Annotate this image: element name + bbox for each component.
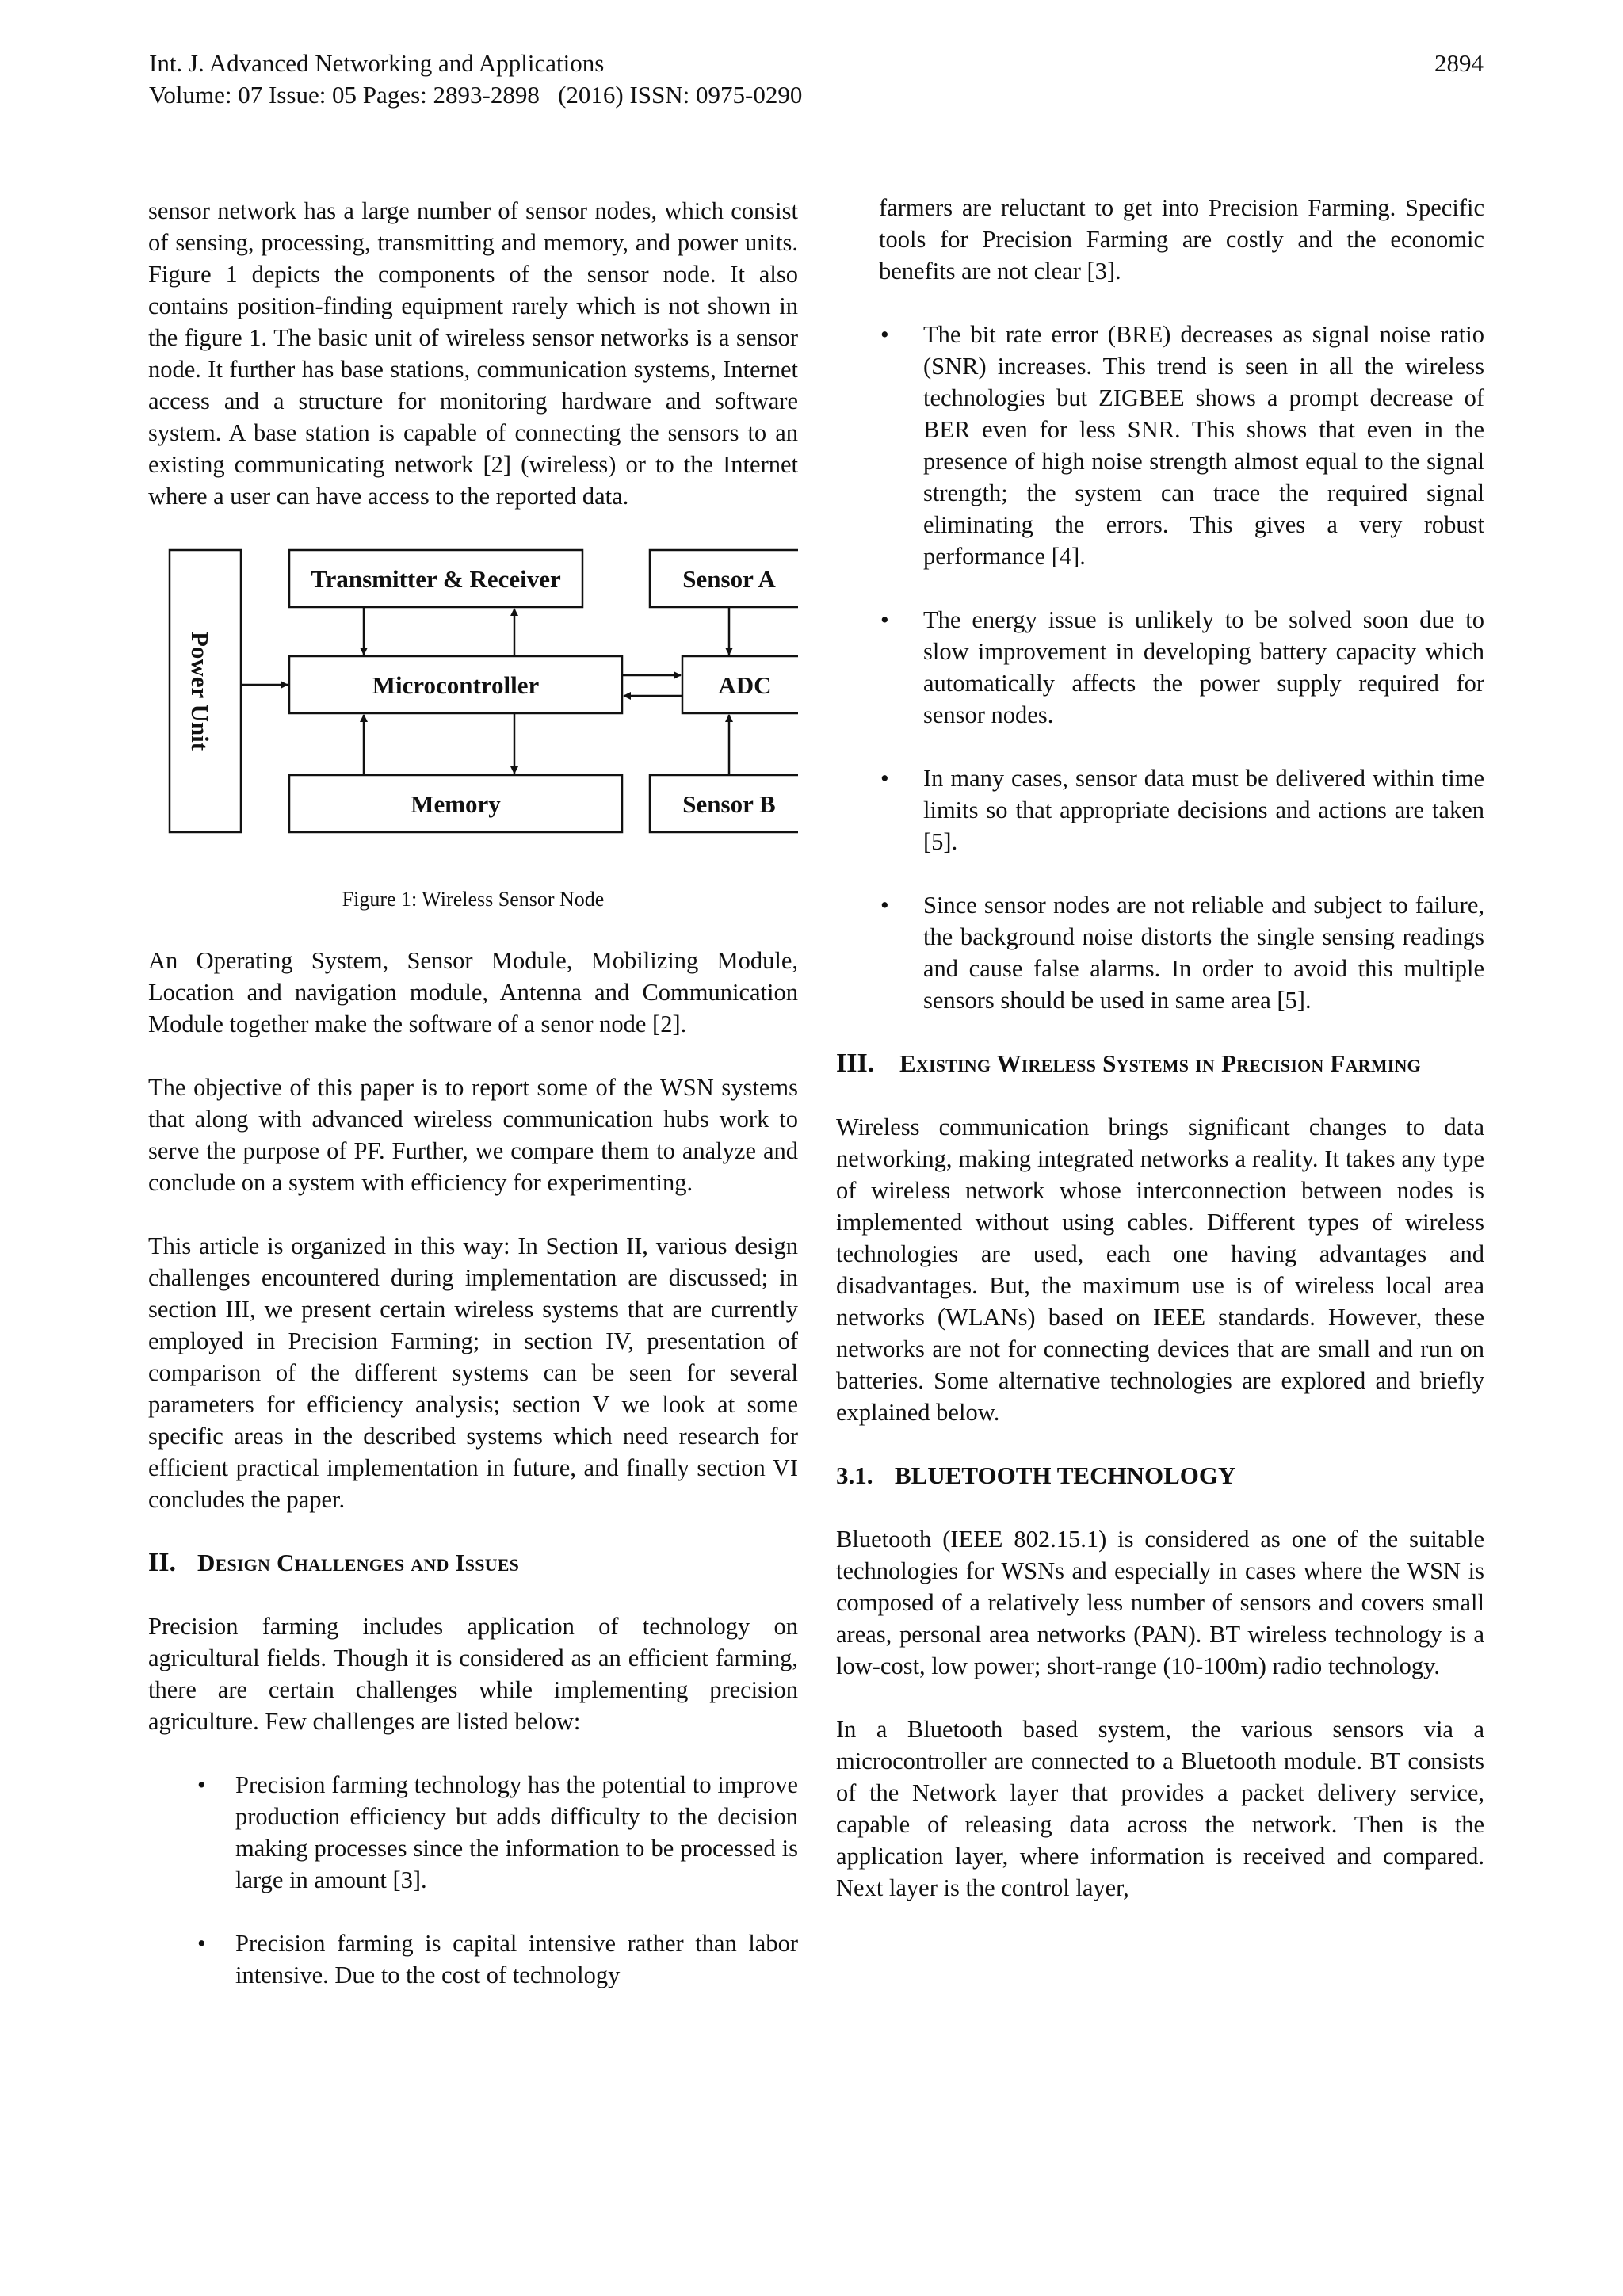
label-memory: Memory (411, 790, 501, 818)
list-item (836, 762, 1484, 858)
right-column (836, 192, 1484, 1904)
list-item (148, 1769, 798, 1896)
list-item-text: The bit rate error (BRE) decreases as signal noise ratio (SNR) increases. This trend is seen in all the wireless technologies but ZIGBEE shows a prompt decrease of BER even for less SNR. This shows that even in the presence of high noise strength almost equal to the signal strength; the system can trace the required signal eliminating the errors. This gives a very robust performance [4]. (923, 321, 1484, 570)
challenges-list-left (148, 1769, 798, 1991)
journal-title: Int. J. Advanced Networking and Applications (149, 49, 605, 77)
bullet-icon: • (880, 765, 889, 792)
volume-line: Volume: 07 Issue: 05 Pages: 2893-2898 (2016) ISSN: 0975-0290 (149, 81, 803, 109)
subsection-3-1-title: BLUETOOTH TECHNOLOGY (895, 1461, 1236, 1489)
subsection-3-1-heading (836, 1460, 1484, 1492)
figure-1-caption: Figure 1: Wireless Sensor Node (342, 888, 605, 911)
label-power-unit: Power Unit (185, 631, 214, 751)
list-item-text: Since sensor nodes are not reliable and subject to failure, the background noise distorts the single sensing readings and cause false alarms. In order to avoid this multiple sensors should be used in same area [5]. (923, 892, 1484, 1014)
bullet-icon: • (197, 1771, 206, 1798)
list-item (836, 889, 1484, 1016)
organization-paragraph: This article is organized in this way: In Section II, various design challenges encountered during implementation are discussed; in section III, we present certain wireless systems that are currently employed in Precision Farming; in section IV, presentation of comparison of the different systems can be seen for several parameters for efficiency analysis; section V we look at some specific areas in the described systems which need research for efficient practical implementation in future, and finally section VI concludes the paper. (148, 1232, 798, 1513)
figure-1-block-diagram (148, 544, 798, 869)
bullet-icon: • (880, 321, 889, 348)
section-2-number: II. (148, 1548, 176, 1577)
challenges-list-right (880, 319, 1484, 1016)
label-sensor-b: Sensor B (682, 790, 776, 818)
software-paragraph: An Operating System, Sensor Module, Mobilizing Module, Location and navigation module, Antenna and Communication Module together make the software of a senor node [2]. (148, 947, 798, 1037)
label-adc: ADC (718, 671, 772, 699)
list-item-text: Precision farming is capital intensive rather than labor intensive. Due to the cost of technology (235, 1930, 798, 1988)
section-3-paragraph: Wireless communication brings significant changes to data networking, making integrated networks a reality. It takes any type of wireless network whose interconnection between nodes is implemented without using cables. Different types of wireless technologies are used, each one having advantages and disadvantages. But, the maximum use is of wireless local area networks (WLANs) based on IEEE standards. However, these networks are not for connecting devices that are small and run on batteries. Some alternative technologies are explored and briefly explained below. (836, 1114, 1484, 1426)
page-number: 2894 (1434, 49, 1484, 77)
list-item (836, 604, 1484, 731)
left-column (148, 195, 798, 1991)
section-3-number: III. (836, 1049, 875, 1078)
list-item-text: Precision farming technology has the potential to improve production efficiency but adds difficulty to the decision making processes since the information to be processed is large in amount [3]. (235, 1771, 798, 1893)
section-3-title: Existing Wireless Systems in Precision Farming (899, 1049, 1421, 1077)
section-3-heading (836, 1048, 1484, 1079)
section-2-heading (148, 1547, 798, 1579)
bullet-icon: • (197, 1930, 206, 1957)
list-item-text: In many cases, sensor data must be delivered within time limits so that appropriate decisions and actions are taken [5]. (923, 765, 1484, 855)
block-diagram-svg (148, 544, 798, 837)
section-2-title: Design Challenges and Issues (197, 1549, 520, 1576)
list-item (836, 319, 1484, 572)
bluetooth-paragraph-2: In a Bluetooth based system, the various sensors via a microcontroller are connected to a Bluetooth module. BT consists of the Network layer that provides a packet delivery service, capable of releasing data across the network. Then is the application layer, where information is received and compared. Next layer is the control layer, (836, 1716, 1484, 1901)
list-item (148, 1927, 798, 1991)
continuation-text: farmers are reluctant to get into Precision Farming. Specific tools for Precision Farming are costly and the economic benefits are not clear [3]. (879, 194, 1484, 285)
subsection-3-1-number: 3.1. (836, 1461, 873, 1489)
bluetooth-paragraph-1: Bluetooth (IEEE 802.15.1) is considered as one of the suitable technologies for WSNs and especially in cases where the WSN is composed of a relatively less number of sensors and covers small areas, personal area networks (PAN). BT wireless technology is a low-cost, low power; short-range (10-100m) radio technology. (836, 1526, 1484, 1679)
label-microcontroller: Microcontroller (372, 671, 540, 699)
running-header (149, 48, 802, 111)
bullet-icon: • (880, 892, 889, 919)
list-item-text: The energy issue is unlikely to be solved soon due to slow improvement in developing battery capacity which automatically affects the power supply required for sensor nodes. (923, 606, 1484, 728)
objective-paragraph: The objective of this paper is to report some of the WSN systems that along with advanced wireless communication hubs work to serve the purpose of PF. Further, we compare them to analyze and conclude on a system with efficiency for experimenting. (148, 1074, 798, 1196)
label-transmitter-receiver: Transmitter & Receiver (311, 565, 561, 593)
label-sensor-a: Sensor A (682, 565, 776, 593)
intro-paragraph: sensor network has a large number of sensor nodes, which consist of sensing, processing, transmitting and memory, and power units. Figure 1 depicts the components of the sensor node. It also contains position-finding equipment rarely which is not shown in the figure 1. The basic unit of wireless sensor networks is a sensor node. It further has base stations, communication systems, Internet access and a structure for monitoring hardware and software system. A base station is capable of connecting the sensors to an existing communicating network [2] (wireless) or to the Internet where a user can have access to the reported data. (148, 197, 798, 510)
bullet-icon: • (880, 606, 889, 633)
section-2-intro: Precision farming includes application of technology on agricultural fields. Though it is considered as an efficient farming, there are certain challenges while implementing precision agriculture. Few challenges are listed below: (148, 1613, 798, 1735)
